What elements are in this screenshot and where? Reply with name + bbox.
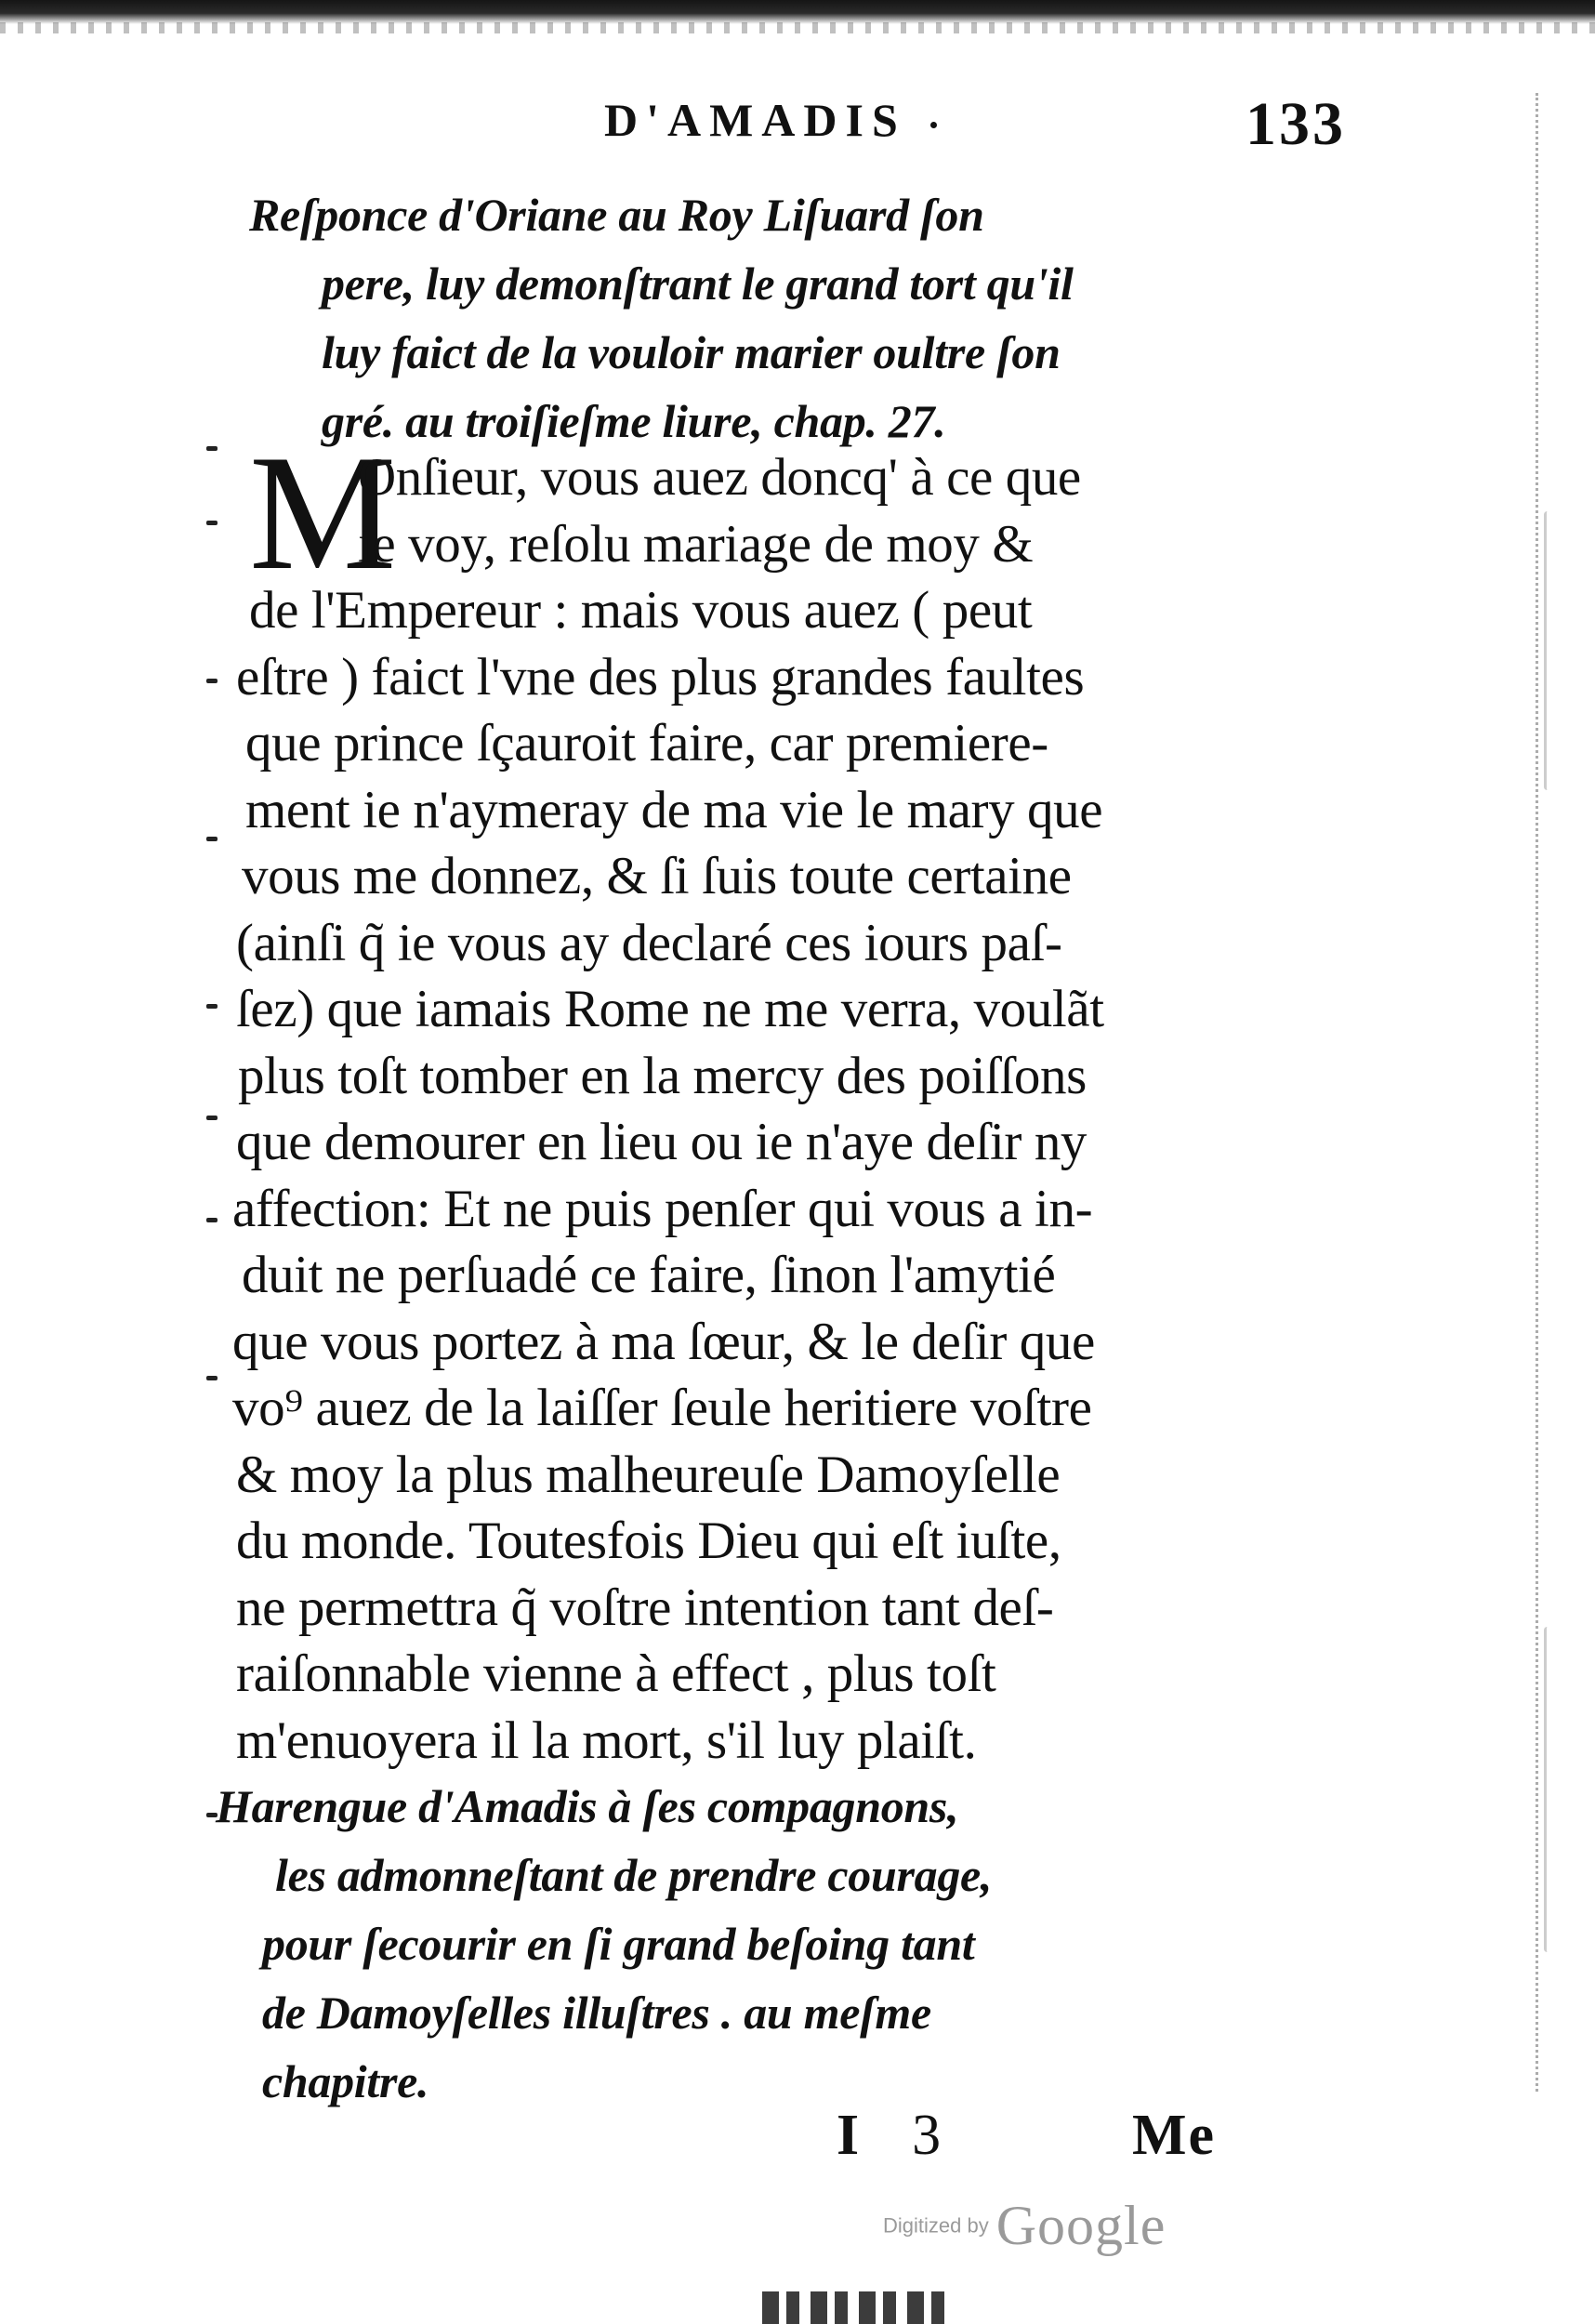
running-header [604, 93, 1320, 158]
section-heading-amadis [216, 1772, 992, 2116]
scan-right-margin-marks [1536, 93, 1551, 2092]
drop-capital: M [249, 420, 397, 604]
heading-line: luy faict de la vouloir marier oultre ſon [322, 326, 1061, 378]
scan-left-margin-marks [206, 446, 225, 1980]
text-line: eſtre ) faict l'vne des plus grandes faultes [236, 647, 1085, 706]
text-line: du monde. Toutesfois Dieu qui eſt iuſte, [236, 1512, 1061, 1570]
heading-line: Reſponce d'Oriane au Roy Liſuard ſon [249, 189, 984, 241]
heading-line: de Damoyſelles illuſtres . au meſme [262, 1987, 931, 2039]
signature-line [837, 2103, 1283, 2196]
text-line: que vous portez à ma ſœur, & le deſir que [232, 1312, 1095, 1371]
text-line: que demourer en lieu ou ie n'aye deſir ny [236, 1113, 1088, 1171]
text-line: affection: Et ne puis penſer qui vous a in- [232, 1179, 1093, 1238]
text-line: ne permettra q̃ voſtre intention tant deſ- [236, 1578, 1054, 1637]
text-line: ment ie n'aymeray de ma vie le mary que [245, 780, 1103, 839]
signature-number: 3 [912, 2104, 943, 2167]
heading-line: pour ſecourir en ſi grand beſoing tant [262, 1918, 975, 1970]
watermark-prefix: Digitized by [883, 2213, 989, 2238]
text-line: (ainſi q̃ ie vous ay declaré ces iours paſ- [236, 913, 1062, 972]
text-line: & moy la plus malheureuſe Damoyſelle [236, 1445, 1061, 1504]
header-dot [930, 122, 937, 128]
text-line: ie voy, reſolu mariage de moy & [358, 514, 1034, 574]
heading-line: les admonneſtant de prendre courage, [275, 1849, 993, 1901]
text-line: de l'Empereur : mais vous auez ( peut [249, 581, 1033, 640]
running-title: D'AMADIS [604, 94, 906, 146]
google-logo: Google [995, 2195, 1167, 2256]
text-line: Onſieur, vous auez doncq' à ce que [358, 448, 1081, 507]
text-line: vous me donnez, & ſi ſuis toute certaine [242, 847, 1072, 905]
scan-bottom-edge [762, 2291, 948, 2324]
text-line: plus toſt tomber en la mercy des poiſſons [238, 1046, 1087, 1105]
catchword: Me [1132, 2104, 1217, 2167]
heading-line: gré. au troiſieſme liure, chap. 27. [322, 395, 946, 447]
text-line: que prince ſçauroit faire, car premiere- [245, 714, 1048, 772]
text-line: ſez) que iamais Rome ne me verra, voulãt [236, 980, 1104, 1038]
scan-top-edge [0, 0, 1595, 24]
signature-letter: I [837, 2104, 862, 2167]
heading-line: chapitre. [262, 2055, 429, 2107]
text-line: m'enuoyera il la mort, s'il luy plaiſt. [236, 1710, 977, 1770]
text-line: duit ne perſuadé ce faire, ſinon l'amytié [242, 1246, 1056, 1304]
signature-mark [837, 2103, 948, 2169]
heading-line: pere, luy demonſtrant le grand tort qu'il [322, 257, 1074, 310]
heading-line: Harengue d'Amadis à ſes compagnons, [216, 1780, 959, 1832]
page-number: 133 [1246, 90, 1346, 158]
section-heading-oriane [249, 180, 1074, 456]
digitized-watermark [883, 2194, 1236, 2259]
text-line: vo⁹ auez de la laiſſer ſeule heritiere voſtre [232, 1379, 1092, 1437]
text-line: raiſonnable vienne à effect , plus toſt [236, 1644, 996, 1703]
